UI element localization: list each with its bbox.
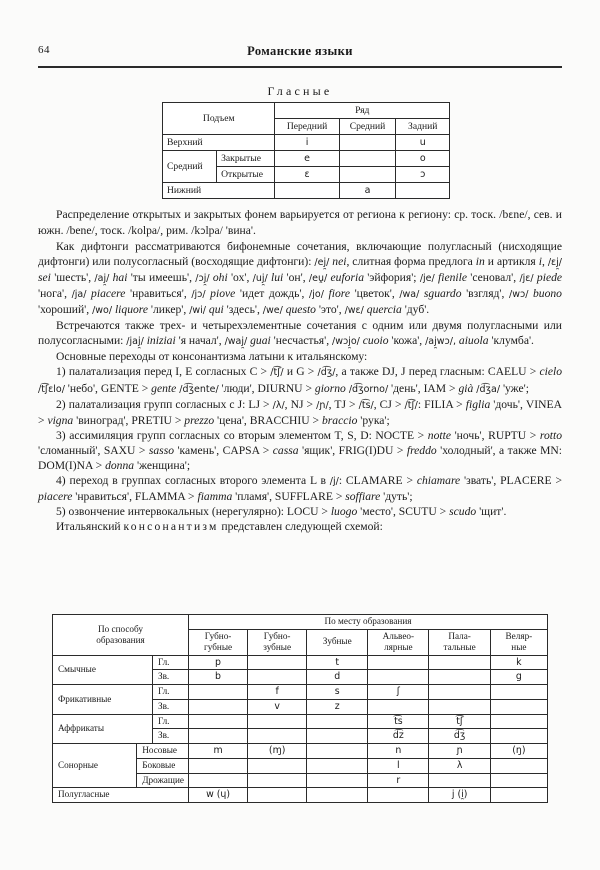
italic-word: ohi — [212, 271, 228, 285]
gloss-run: 'день', IAM > — [388, 381, 459, 395]
gloss-run: 'нравиться', FLAMMA > — [72, 489, 198, 503]
gloss-run: 'несчастья', — [273, 334, 332, 348]
vowel-corner-header: Подъем — [163, 103, 275, 135]
table-row — [53, 655, 548, 670]
italic-word: iniziai — [146, 334, 176, 348]
consonant-cell: t͡s — [368, 714, 429, 729]
italic-word: rotto — [539, 428, 562, 442]
consonant-cell — [188, 685, 247, 700]
italic-word: liquore — [114, 303, 149, 317]
italic-word: quercia — [366, 303, 402, 317]
ipa-run: /wɛ/ — [344, 305, 364, 317]
gloss-run: 'нога', — [38, 287, 72, 301]
vowel-subrow-label-closed: Закрытые — [217, 151, 275, 167]
gloss-run: 'камень', CAPSA > — [174, 443, 273, 457]
ipa-run: /je/ — [419, 273, 435, 285]
voice-label-voiceless: Гл. — [152, 685, 188, 700]
col-line2: лярные — [384, 642, 413, 652]
gloss-run: 'сеновал', — [470, 271, 520, 285]
consonant-cell — [490, 788, 547, 803]
text-run: 5) озвончение интервокальных (нерегулярно): LOCU > — [56, 504, 331, 518]
consonant-cell: f — [248, 685, 307, 700]
gloss-run: 'цветок', — [354, 287, 400, 301]
col-line1: Губно- — [204, 630, 232, 641]
consonant-row-label-fricatives: Фрикативные — [53, 685, 153, 715]
consonant-cell: v — [248, 699, 307, 714]
consonant-cell: w (ɥ) — [188, 788, 247, 803]
ipa-run: /ja/ — [71, 289, 87, 301]
gloss-run: 'дуб'. — [404, 303, 430, 317]
table-row — [163, 103, 450, 119]
consonant-cell — [490, 685, 547, 700]
italic-word: sei — [38, 271, 51, 285]
gloss-run: 'ликер', — [150, 303, 190, 317]
consonant-cell — [490, 758, 547, 773]
vowel-cell: a — [339, 183, 396, 199]
consonant-cell: d͡z — [368, 729, 429, 744]
italic-word: questo — [285, 303, 316, 317]
consonant-cell: d — [307, 670, 368, 685]
italic-word: buono — [532, 287, 562, 301]
table-row — [163, 183, 450, 199]
consonant-col-velar — [490, 629, 547, 655]
ipa-run: /wi/ — [189, 305, 206, 317]
vowel-col-back: Задний — [396, 119, 450, 135]
consonant-cell — [188, 758, 247, 773]
running-head — [38, 44, 562, 60]
consonant-cell — [307, 758, 368, 773]
italic-word: cielo — [539, 365, 562, 379]
italic-word: chiamare — [416, 473, 461, 487]
gloss-run: 'клумба'. — [491, 334, 534, 348]
consonant-cell: g — [490, 670, 547, 685]
ipa-run: /d͡ʒa/ — [473, 383, 501, 395]
consonant-cell: t͡ʃ — [429, 714, 490, 729]
gloss-run: 'идет дождь', — [239, 287, 310, 301]
gloss-run: 'взгляд', — [466, 287, 509, 301]
gloss-run: 'место', SCUTU > — [357, 504, 450, 518]
ipa-run: /waj̯/ — [224, 336, 248, 348]
text-run: , NJ > — [284, 397, 317, 411]
consonant-cell — [429, 699, 490, 714]
consonant-cell: n — [368, 744, 429, 759]
ipa-run: /jɔ/ — [191, 289, 206, 301]
consonant-cell — [490, 773, 547, 788]
italic-word: notte — [427, 428, 451, 442]
italic-word: piacere — [91, 287, 126, 301]
gloss-run: 'я начал', — [178, 334, 225, 348]
page-number: 64 — [38, 44, 50, 56]
consonant-row-label-semivowels: Полугласные — [53, 788, 189, 803]
ipa-run: /t͡s/ — [358, 399, 374, 411]
col-line1: Пала- — [448, 630, 471, 641]
consonant-cell — [248, 729, 307, 744]
text-run: и G > — [283, 365, 318, 379]
ipa-run: /ej̯/ — [314, 257, 330, 269]
consonant-cell: s — [307, 685, 368, 700]
vowel-cell: ɛ — [275, 167, 339, 183]
gloss-run: 'шесть', — [54, 271, 95, 285]
consonant-cell — [368, 670, 429, 685]
consonant-cell — [307, 744, 368, 759]
consonant-row-label-affricates: Аффрикаты — [53, 714, 153, 744]
italic-word: hai — [112, 271, 128, 285]
text-run: 1) палатализация перед I, E согласных C > — [56, 365, 271, 379]
consonant-cell — [490, 729, 547, 744]
table-row — [53, 615, 548, 630]
consonant-cell — [248, 788, 307, 803]
text-run: lpa/ — [205, 224, 226, 238]
consonant-cell: b — [188, 670, 247, 685]
consonant-cell: λ — [429, 758, 490, 773]
text-run: Распределение открытых и закрытых фонем варьируется от региона к региону: ср. тоск. /b — [56, 208, 509, 221]
gloss-run: 'сломанный', SAXU > — [38, 443, 149, 457]
table-row — [163, 135, 450, 151]
rule-item-2 — [38, 397, 562, 428]
gloss-run: 'небо', GENTE > — [64, 381, 152, 395]
consonant-cell — [429, 655, 490, 670]
ipa-run: /aj̯wɔ/, — [425, 336, 456, 348]
text-run: Встречаются также трех- и четырехэлементные сочетания с одним или двумя полугласными или полусогласными: — [38, 319, 562, 348]
text-run: : CLAMARE > — [338, 473, 417, 487]
consonant-cell — [429, 670, 490, 685]
gloss-run: 'звать', PLACERE > — [460, 473, 563, 487]
consonant-col-labiodental — [248, 629, 307, 655]
vowel-col-front: Передний — [275, 119, 339, 135]
gloss-run: , — [541, 255, 548, 269]
consonant-cell — [429, 773, 490, 788]
consonant-corner-header — [53, 615, 189, 656]
paragraph-transitions-intro: Основные переходы от консонантизма латыни к итальянскому: — [56, 350, 368, 364]
vowel-cell: i — [275, 135, 339, 151]
text-run: , TJ > — [328, 397, 359, 411]
vowel-cell: e — [275, 151, 339, 167]
consonant-cell: d͡ʒ — [429, 729, 490, 744]
italic-word: nei — [332, 255, 347, 269]
paragraph-distribution — [38, 207, 562, 239]
vowel-table — [162, 102, 450, 199]
italic-word: piove — [210, 287, 236, 301]
gloss-run: 'дуть'; — [380, 489, 413, 503]
vowel-col-central: Средний — [339, 119, 396, 135]
rule-item-1 — [38, 364, 562, 396]
consonant-cell: ɲ — [429, 744, 490, 759]
consonant-col-alveolar — [368, 629, 429, 655]
gloss-run: 'люди', DIURNU > — [218, 381, 315, 395]
rule-item-3 — [38, 428, 562, 473]
italic-word: fiamma — [197, 489, 233, 503]
ipa-run: /wo/ — [92, 305, 113, 317]
vowel-cell: o — [396, 151, 450, 167]
consonant-subrow-label-nasals: Носовые — [137, 744, 189, 759]
consonant-subrow-label-laterals: Боковые — [137, 758, 189, 773]
italic-word: figlia — [465, 397, 491, 411]
gloss-run: 'он', — [286, 271, 309, 285]
ipa-run: /jo/ — [309, 289, 324, 301]
ipa-run: /d͡ʒente/ — [176, 383, 219, 395]
gloss-run: 'уже'; — [500, 381, 529, 395]
consonant-row-label-stops: Смычные — [53, 655, 153, 685]
consonant-cell — [307, 773, 368, 788]
consonant-cell — [429, 685, 490, 700]
consonant-cell — [248, 773, 307, 788]
col-line1: Зубные — [322, 636, 352, 647]
italic-word: luogo — [330, 504, 358, 518]
ipa-run: /d͡ʒ/ — [317, 367, 336, 379]
body-text — [38, 207, 562, 534]
consonant-table — [52, 614, 548, 803]
ipa-run: /we/ — [262, 305, 283, 317]
table-row — [53, 714, 548, 729]
ipa-run: /λ/ — [272, 399, 285, 411]
consonant-group-header: По месту образования — [188, 615, 547, 630]
consonant-cell: k — [490, 655, 547, 670]
consonant-cell — [248, 670, 307, 685]
italic-word: piede — [536, 271, 563, 285]
consonant-cell — [248, 714, 307, 729]
ipa-run: /uj̯/ — [252, 273, 268, 285]
consonant-cell: z — [307, 699, 368, 714]
voice-label-voiced: Зв. — [152, 699, 188, 714]
italic-word: i — [538, 255, 542, 269]
italic-word: sasso — [148, 443, 175, 457]
vowel-row-label-low: Нижний — [163, 183, 275, 199]
ipa-run: /jɛ/ — [519, 273, 534, 285]
consonant-cell — [368, 655, 429, 670]
gloss-run: 'женщина'; — [134, 458, 191, 472]
consonant-cell: j (i̯) — [429, 788, 490, 803]
text-run: Как дифтонги рассматриваются бифонемные сочетания, включающие полугласный (нисходящие дифтонги) или полусогласный (восходящие дифтонги): — [38, 240, 562, 269]
voice-label-voiceless: Гл. — [152, 714, 188, 729]
vowel-row-label-mid: Средний — [163, 151, 217, 183]
consonant-cell — [188, 773, 247, 788]
consonant-cell — [307, 714, 368, 729]
table-row — [163, 151, 450, 167]
ipa-run: /j/ — [329, 475, 339, 487]
gloss-run: , слитная форма предлога — [346, 255, 476, 269]
italic-word: qui — [208, 303, 224, 317]
gloss-run: 'хороший', — [38, 303, 93, 317]
voice-label-voiceless: Гл. — [152, 655, 188, 670]
table-row — [53, 788, 548, 803]
gloss-run: 'пламя', SUFFLARE > — [232, 489, 346, 503]
italic-word: cassa — [272, 443, 299, 457]
gloss-run: 'цена', BRACCHIU > — [214, 413, 322, 427]
consonant-cell: ʃ — [368, 685, 429, 700]
paragraph-diphthongs — [38, 239, 562, 318]
consonant-col-bilabial — [188, 629, 247, 655]
gloss-run: 'ящик', FRIG(I)DU > — [298, 443, 407, 457]
italic-word: lui — [271, 271, 284, 285]
text-run: Итальянский — [56, 519, 124, 533]
gloss-run: 'холодный', а также MN: DOM(I)NA > — [38, 443, 562, 472]
consonant-cell: t — [307, 655, 368, 670]
col-line2: губные — [203, 642, 233, 652]
text-run: , а также DJ, J перед гласным: CAELU > — [335, 365, 540, 379]
consonant-subrow-label-trills: Дрожащие — [137, 773, 189, 788]
text-run: ne/, сев. и южн. /bene/, тоск. /kolpa/, рим. /k — [38, 208, 562, 238]
col-line2: ные — [511, 642, 527, 652]
rule-item-5 — [38, 504, 562, 519]
text-run: 2) палатализация групп согласных с J: LJ > — [56, 397, 273, 411]
consonant-cell: (ɱ) — [248, 744, 307, 759]
ipa-epsilon: ɛ — [508, 210, 514, 221]
vowel-cell — [396, 183, 450, 199]
ipa-run: /ɲ/ — [316, 399, 329, 411]
voice-label-voiced: Зв. — [152, 729, 188, 744]
ipa-run: /wɔ/ — [509, 289, 529, 301]
ipa-run: /ɔj̯/ — [195, 273, 210, 285]
running-title: Романские языки — [247, 44, 353, 58]
italic-word: scudo — [449, 504, 477, 518]
paragraph-triphthongs — [38, 318, 562, 349]
gloss-run: 'дочь', VINEA > — [38, 397, 562, 427]
ipa-run: /eṷ/ — [308, 273, 328, 285]
consonant-cell: r — [368, 773, 429, 788]
italic-word: gente — [151, 381, 177, 395]
consonant-cell — [188, 699, 247, 714]
italic-word: braccio — [321, 413, 358, 427]
gloss-run: 'щит'. — [476, 504, 507, 518]
consonant-cell — [188, 714, 247, 729]
col-line1: Альвео- — [382, 630, 415, 641]
italic-word: fiore — [328, 287, 350, 301]
text-run: 3) ассимиляция групп согласных со вторым элементом T, S, D: NOCTE > — [56, 428, 428, 442]
gloss-run: 'вина'. — [225, 224, 256, 238]
italic-word: guai — [250, 334, 271, 348]
italic-word: fienile — [438, 271, 467, 285]
ipa-run: /wa/ — [399, 289, 420, 301]
consonant-cell — [490, 714, 547, 729]
consonant-cell: m — [188, 744, 247, 759]
gloss-run: 'это', — [318, 303, 345, 317]
vowel-cell — [339, 167, 396, 183]
table-row — [53, 685, 548, 700]
italic-word: giorno — [314, 381, 346, 395]
vowel-cell — [339, 151, 396, 167]
consonant-cell — [248, 758, 307, 773]
italic-word: freddo — [406, 443, 437, 457]
italic-word: cuoio — [362, 334, 389, 348]
vowel-cell: u — [396, 135, 450, 151]
consonant-col-palatal — [429, 629, 490, 655]
ipa-run: /jaj̯/ — [126, 336, 144, 348]
consonant-cell — [188, 729, 247, 744]
gloss-run: и артикля — [484, 255, 539, 269]
consonant-cell — [490, 699, 547, 714]
consonant-cell — [368, 699, 429, 714]
italic-word: sguardo — [423, 287, 462, 301]
gloss-run: 'ты имеешь', — [130, 271, 196, 285]
col-line1: Веляр- — [505, 630, 533, 641]
consonant-cell — [248, 655, 307, 670]
table-row — [53, 744, 548, 759]
gloss-run: 'нравиться', — [129, 287, 192, 301]
italic-word: euforia — [330, 271, 364, 285]
gloss-run: 'ночь', RUPTU > — [450, 428, 540, 442]
consonant-row-label-sonorants: Сонорные — [53, 744, 137, 788]
italic-word: vigna — [47, 413, 74, 427]
gloss-run: 'эйфория'; — [367, 271, 420, 285]
consonant-cell: l — [368, 758, 429, 773]
vowel-row-label-high: Верхний — [163, 135, 275, 151]
vowel-cell — [275, 183, 339, 199]
consonant-cell — [368, 788, 429, 803]
consonant-cell: p — [188, 655, 247, 670]
italic-word: piacere — [38, 489, 73, 503]
text-run: : FILIA > — [417, 397, 466, 411]
ipa-run: /aj̯/ — [94, 273, 110, 285]
vowels-heading: Гласные — [267, 84, 333, 98]
italic-word: donna — [105, 458, 135, 472]
ipa-run: /t͡ʃɛlo/ — [38, 383, 65, 395]
col-line1: Губно- — [263, 630, 291, 641]
rule-item-4 — [38, 473, 562, 504]
text-run: 4) переход в группах согласных второго элемента L в — [56, 473, 330, 487]
spaced-term: консонантизм — [123, 519, 219, 533]
ipa-run: /ɛj̯/ — [547, 257, 562, 269]
voice-label-voiced: Зв. — [152, 670, 188, 685]
vowel-group-header: Ряд — [275, 103, 450, 119]
italic-word: in — [475, 255, 485, 269]
consonant-cell: (ŋ) — [490, 744, 547, 759]
col-line2: зубные — [263, 642, 292, 652]
header-rule — [38, 66, 562, 68]
text-run: , CJ > — [373, 397, 405, 411]
text-run: представлен следующей схемой: — [218, 519, 383, 533]
gloss-run: 'рука'; — [357, 413, 390, 427]
col-line2: тальные — [443, 642, 476, 652]
corner-header-line2: образования — [96, 634, 145, 645]
gloss-run: 'ох', — [230, 271, 253, 285]
italic-word: soffiare — [345, 489, 381, 503]
gloss-run: 'здесь', — [226, 303, 263, 317]
gloss-run: 'кожа', — [391, 334, 426, 348]
vowel-subrow-label-open: Открытые — [217, 167, 275, 183]
corner-header-line1: По способу — [98, 623, 143, 634]
italic-word: già — [458, 381, 474, 395]
consonant-cell — [307, 788, 368, 803]
italic-word: aiuola — [458, 334, 489, 348]
italic-word: prezzo — [184, 413, 215, 427]
ipa-run: /d͡ʒorno/ — [345, 383, 389, 395]
ipa-run: /t͡ʃ/ — [404, 399, 418, 411]
vowel-cell — [339, 135, 396, 151]
vowel-cell: ɔ — [396, 167, 450, 183]
paragraph-consonantism-intro — [38, 519, 562, 534]
gloss-run: 'виноград', PRETIU > — [73, 413, 185, 427]
consonant-cell — [307, 729, 368, 744]
ipa-run: /wɔj̯o/ — [332, 336, 360, 348]
consonant-col-dental — [307, 629, 368, 655]
ipa-open-o: ɔ — [200, 226, 206, 238]
ipa-run: /t͡ʃ/ — [270, 367, 284, 379]
